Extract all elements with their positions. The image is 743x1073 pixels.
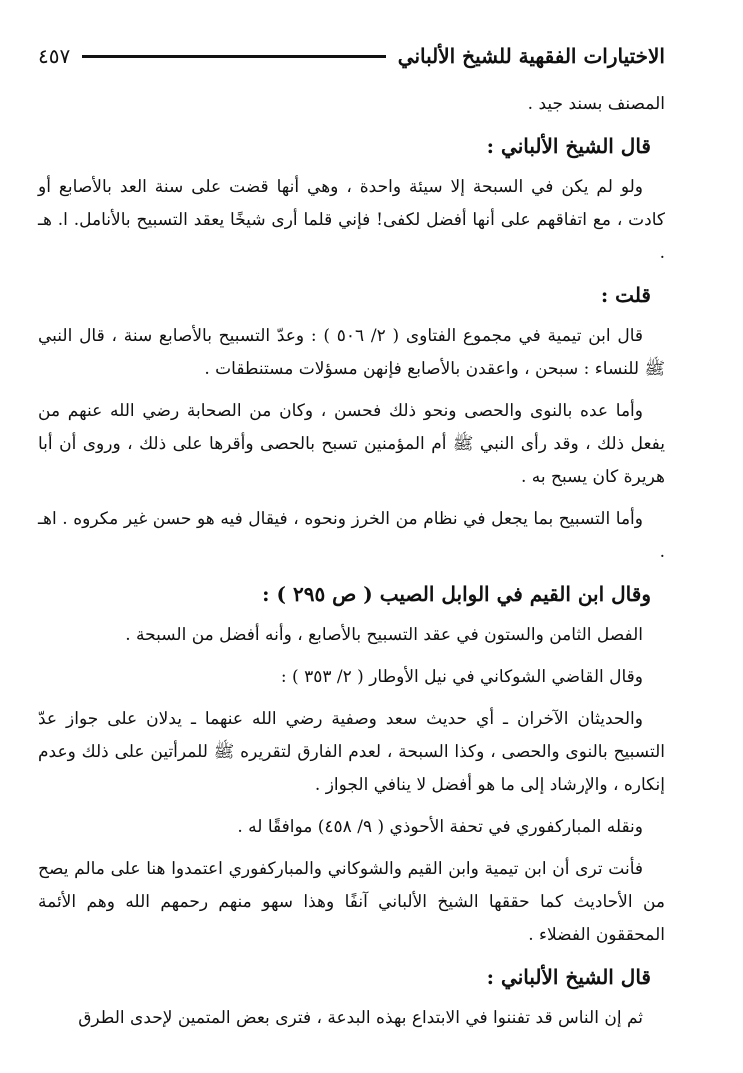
page-body [38,88,665,1044]
paragraph: وقال القاضي الشوكاني في نيل الأوطار ( ٢/ ٣٥٣ ) : [280,667,643,687]
page-number: ٤٥٧ [38,44,71,68]
paragraph: وأما عده بالنوى والحصى ونحو ذلك فحسن ، وكان من الصحابة رضي الله عنهم من يفعل ذلك ، وقد رأى النبي ﷺ أم المؤمنين تسبح بالحصى وأقرها على ذلك ، وروى أن أبا هريرة كان يسبح به . [38,401,665,487]
paragraph: وأما التسبيح بما يجعل في نظام من الخرز ونحوه ، فيقال فيه هو حسن غير مكروه . اهـ . [38,509,665,562]
quote-paragraph: ولو لم يكن في السبحة إلا سيئة واحدة ، وهي أنها قضت على سنة العد بالأصابع أو كادت ، مع اتفاقهم على أنها أفضل لكفى! فإني قلما أرى شيخًا يعقد التسبيح بالأنامل. ا. هـ . [38,177,665,263]
section-heading: قال الشيخ الألباني : [486,965,651,989]
section-heading: قلت : [600,283,651,307]
header-rule [82,55,386,58]
paragraph: قال ابن تيمية في مجموع الفتاوى ( ٢/ ٥٠٦ ) : وعدّ التسبيح بالأصابع سنة ، قال النبي ﷺ للنساء : سبحن ، واعقدن بالأصابع فإنهن مسؤلات مستنطقات . [38,326,665,379]
section-heading: وقال ابن القيم في الوابل الصيب ( ص ٢٩٥ ) : [262,582,651,606]
paragraph: ونقله المباركفوري في تحفة الأحوذي ( ٩/ ٤٥٨) موافقًا له . [237,817,643,837]
paragraph: الفصل الثامن والستون في عقد التسبيح بالأصابع ، وأنه أفضل من السبحة . [125,625,643,645]
paragraph: المصنف بسند جيد . [527,94,665,114]
section-heading: قال الشيخ الألباني : [486,134,651,158]
page-header [38,36,665,76]
running-title: الاختيارات الفقهية للشيخ الألباني [397,44,665,68]
paragraph: ثم إن الناس قد تفننوا في الابتداع بهذه البدعة ، فترى بعض المتمين لإحدى الطرق [78,1008,643,1028]
paragraph: فأنت ترى أن ابن تيمية وابن القيم والشوكاني والمباركفوري اعتمدوا هنا على مالم يصح من الأحاديث كما حققها الشيخ الألباني آنفًا وهذا سهو منهم رحمهم الله وهم الأئمة المحققون الفضلاء . [38,859,665,945]
paragraph: والحديثان الآخران ـ أي حديث سعد وصفية رضي الله عنهما ـ يدلان على جواز عدّ التسبيح بالنوى والحصى ، وكذا السبحة ، لعدم الفارق لتقريره ﷺ للمرأتين على ذلك وعدم إنكاره ، والإرشاد إلى ما هو أفضل لا ينافي الجواز . [38,709,665,795]
